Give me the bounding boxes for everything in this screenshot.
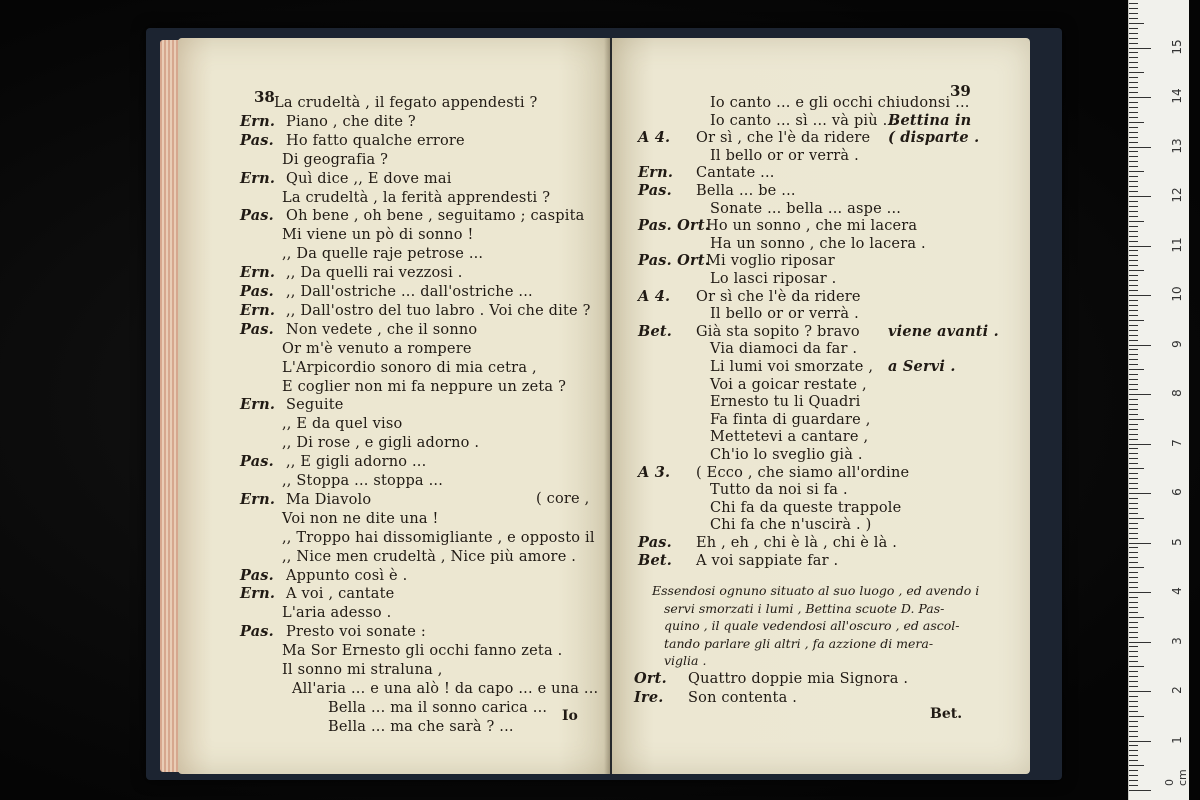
ruler-tick — [1129, 97, 1151, 98]
verse-text: Voi a goicar restate , — [710, 376, 867, 393]
ruler-tick — [1129, 305, 1138, 306]
ruler-tick — [1129, 335, 1138, 336]
ruler-tick — [1129, 651, 1138, 652]
ruler-tick — [1129, 23, 1144, 24]
ruler-tick — [1129, 354, 1138, 355]
ruler-tick — [1129, 637, 1138, 638]
ruler-tick — [1129, 295, 1151, 296]
speaker-label: Bet. — [638, 322, 673, 340]
verse-text: ,, Da quelle raje petrose ... — [282, 246, 484, 263]
speaker-label: Ern. — [240, 396, 276, 414]
ruler-tick — [1129, 340, 1138, 341]
ruler-tick — [1129, 617, 1144, 618]
ruler-tick — [1129, 246, 1151, 247]
ruler-tick — [1129, 122, 1144, 123]
speaker-label: A 4. — [638, 287, 671, 305]
verse-text: Quattro doppie mia Signora . — [688, 671, 909, 687]
verse-text: Ma Sor Ernesto gli occhi fanno zeta . — [282, 643, 563, 660]
ruler-tick — [1129, 755, 1138, 756]
speaker-label: Pas. — [240, 207, 274, 225]
verse-text: Ma Diavolo — [286, 491, 372, 508]
ruler-tick — [1129, 181, 1138, 182]
stage-direction-line: viglia . — [664, 653, 707, 668]
ruler-tick — [1129, 711, 1138, 712]
verse-text: Non vedete , che il sonno — [286, 321, 478, 338]
ruler-tick — [1129, 77, 1138, 78]
stage-direction-line: servi smorzati i lumi , Bettina scuote D. Pas- — [664, 600, 945, 616]
ruler-tick — [1129, 166, 1138, 167]
ruler-tick — [1129, 349, 1138, 350]
ruler-number: 3 — [1170, 636, 1184, 645]
ruler-number: 9 — [1170, 339, 1184, 348]
ruler-tick — [1129, 28, 1138, 29]
ruler-tick — [1129, 483, 1138, 484]
ruler-tick — [1129, 607, 1138, 608]
ruler-tick — [1129, 444, 1151, 445]
verse-text: Mettetevi a cantare , — [710, 429, 869, 446]
speaker-label: A 3. — [638, 463, 671, 481]
verse-text: Appunto così è . — [286, 567, 408, 584]
ruler-tick — [1129, 394, 1151, 395]
ruler-tick — [1129, 265, 1138, 266]
ruler-tick — [1129, 260, 1138, 261]
ruler-tick — [1129, 765, 1144, 766]
ruler-tick — [1129, 38, 1138, 39]
ruler-tick — [1129, 18, 1138, 19]
verse-text: Ernesto tu li Quadri — [710, 394, 861, 411]
ruler-number: 14 — [1170, 88, 1184, 104]
speaker-label: Ern. — [638, 164, 674, 182]
verse-text: Sonate ... bella ... aspe ... — [710, 200, 902, 217]
ruler-tick — [1129, 186, 1138, 187]
speaker-label: A 4. — [638, 129, 671, 147]
ruler-tick — [1129, 142, 1138, 143]
ruler-tick — [1129, 523, 1138, 524]
speaker-label: Ern. — [240, 585, 276, 603]
ruler-number: 5 — [1170, 537, 1184, 546]
ruler-tick — [1129, 241, 1138, 242]
ruler-tick — [1129, 72, 1144, 73]
ruler-tick — [1129, 681, 1138, 682]
verse-text: Mi viene un pò di sonno ! — [282, 227, 474, 244]
ruler-tick — [1129, 221, 1144, 222]
ruler-tick — [1129, 399, 1138, 400]
verse-text: La crudeltà , il fegato appendesti ? — [274, 95, 538, 111]
ruler-tick — [1129, 562, 1138, 563]
ruler-tick — [1129, 533, 1138, 534]
ruler-tick — [1129, 478, 1138, 479]
speaker-label: Pas. — [240, 453, 274, 471]
ruler-tick — [1129, 567, 1144, 568]
speaker-label: Pas. — [240, 320, 274, 338]
ruler-tick — [1129, 666, 1144, 667]
ruler-tick — [1129, 290, 1138, 291]
verse-text: Lo lasci riposar . — [710, 271, 837, 287]
ruler-tick — [1129, 750, 1138, 751]
ruler-tick — [1129, 587, 1138, 588]
ruler-tick — [1129, 547, 1138, 548]
speaker-label: Pas. — [240, 623, 274, 641]
verse-text: Or m'è venuto a rompere — [282, 340, 472, 357]
verse-text: ,, Nice men crudeltà , Nice più amore . — [282, 548, 577, 565]
ruler-tick — [1129, 528, 1138, 529]
ruler-tick — [1129, 582, 1138, 583]
verse-text: ,, Di rose , e gigli adorno . — [282, 435, 480, 452]
ruler-tick — [1129, 102, 1138, 103]
verse-text: ,, Stoppa ... stoppa ... — [282, 473, 444, 489]
ruler-tick — [1129, 151, 1138, 152]
verse-text: Li lumi voi smorzate , — [710, 359, 874, 375]
speaker-label: Ern. — [240, 112, 276, 130]
ruler-tick — [1129, 147, 1151, 148]
stage-direction-line: Essendosi ognuno situato al suo luogo , ed avendo i — [652, 583, 980, 598]
ruler-tick — [1129, 513, 1138, 514]
speaker-label: Pas. Ort. — [638, 252, 710, 270]
verse-text: ,, E da quel viso — [282, 416, 403, 433]
ruler-tick — [1129, 161, 1138, 162]
ruler-tick — [1129, 468, 1144, 469]
verse-text: Chi fa che n'uscirà . ) — [710, 517, 872, 534]
speaker-label: Pas. Ort. — [638, 217, 710, 235]
ruler-tick — [1129, 557, 1138, 558]
ruler-tick — [1129, 671, 1138, 672]
ruler-tick — [1129, 538, 1138, 539]
ruler-tick — [1129, 171, 1144, 172]
verse-text: Or sì che l'è da ridere — [696, 288, 861, 305]
stage-aside: Bettina in — [888, 111, 972, 129]
ruler-tick — [1129, 404, 1138, 405]
ruler-tick — [1129, 473, 1138, 474]
verse-text: E coglier non mi fa neppure un zeta ? — [282, 378, 567, 395]
ruler-tick — [1129, 211, 1138, 212]
ruler-tick — [1129, 646, 1138, 647]
catchword: Bet. — [930, 706, 963, 722]
verse-text: Chi fa da queste trappole — [710, 499, 902, 516]
ruler-unit: 0 cm — [1163, 769, 1189, 786]
speaker-label: Pas. — [240, 131, 274, 149]
verse-text: Seguite — [286, 397, 344, 414]
verse-text: Bella ... ma il sonno carica ... — [328, 699, 548, 716]
verse-text: Io canto ... sì ... và più ... — [710, 112, 898, 129]
ruler-tick — [1129, 543, 1151, 544]
verse-text: ,, Dall'ostro del tuo labro . Voi che dite ? — [286, 302, 591, 319]
verse-text: Di geografia ? — [282, 151, 389, 168]
ruler-tick — [1129, 107, 1138, 108]
ruler-number: 4 — [1170, 587, 1184, 595]
ruler-tick — [1129, 389, 1138, 390]
ruler-tick — [1129, 414, 1138, 415]
speaker-label: Pas. — [638, 182, 672, 199]
ruler-tick — [1129, 52, 1138, 53]
ruler-tick — [1129, 731, 1138, 732]
ruler-tick — [1129, 508, 1138, 509]
ruler-tick — [1129, 498, 1138, 499]
left-page — [178, 38, 610, 774]
ruler-tick — [1129, 369, 1144, 370]
verse-text: Ho un sonno , che mi lacera — [706, 218, 918, 235]
page-number: 39 — [950, 82, 971, 100]
ruler-tick — [1129, 716, 1144, 717]
verse-text: Via diamoci da far . — [710, 341, 858, 358]
stage-aside: ( disparte . — [888, 129, 980, 147]
speaker-label: Ern. — [240, 301, 276, 319]
stage-direction-line: tando parlare gli altri , fa azzione di mera- — [664, 635, 934, 651]
speaker-label: Ire. — [634, 689, 664, 706]
verse-text: Il sonno mi straluna , — [282, 662, 443, 678]
ruler-tick — [1129, 132, 1138, 133]
verse-text: L'aria adesso . — [282, 605, 392, 622]
verse-text: Eh , eh , chi è là , chi è là . — [696, 535, 898, 551]
ruler-tick — [1129, 439, 1138, 440]
verse-text: Ho fatto qualche errore — [286, 132, 465, 149]
ruler-tick — [1129, 216, 1138, 217]
ruler-tick — [1129, 503, 1138, 504]
ruler-tick — [1129, 429, 1138, 430]
speaker-label: Ern. — [240, 169, 276, 187]
verse-text: Presto voi sonate : — [286, 624, 426, 641]
ruler-tick — [1129, 419, 1144, 420]
ruler-tick — [1129, 661, 1138, 662]
ruler-tick — [1129, 409, 1138, 410]
ruler-tick — [1129, 691, 1151, 692]
ruler-tick — [1129, 379, 1138, 380]
ruler-number: 1 — [1170, 735, 1184, 744]
ruler-tick — [1129, 627, 1138, 628]
ruler-tick — [1129, 345, 1151, 346]
ruler-tick — [1129, 325, 1138, 326]
ruler-tick — [1129, 310, 1138, 311]
ruler-tick — [1129, 493, 1151, 494]
ruler-tick — [1129, 453, 1138, 454]
ruler-tick — [1129, 62, 1138, 63]
ruler-tick — [1129, 612, 1138, 613]
verse-text: Io canto ... e gli occhi chiudonsi ... — [710, 95, 970, 111]
ruler-tick — [1129, 632, 1138, 633]
ruler-tick — [1129, 359, 1138, 360]
ruler-number: 11 — [1170, 236, 1184, 253]
ruler-tick — [1129, 448, 1138, 449]
verse-text: ,, Troppo hai dissomigliante , e opposto il — [282, 529, 595, 546]
verse-text: Voi non ne dite una ! — [282, 510, 439, 527]
verse-text: Il bello or or verrà . — [710, 306, 859, 323]
ruler-number: 8 — [1170, 389, 1184, 397]
ruler-tick — [1129, 57, 1138, 58]
ruler-tick — [1129, 137, 1138, 138]
ruler-tick — [1129, 226, 1138, 227]
ruler-tick — [1129, 721, 1138, 722]
ruler-tick — [1129, 92, 1138, 93]
verse-text: Già sta sopito ? bravo — [696, 323, 860, 340]
ruler-tick — [1129, 33, 1138, 34]
ruler-tick — [1129, 82, 1138, 83]
ruler-tick — [1129, 156, 1138, 157]
ruler-tick — [1129, 176, 1138, 177]
verse-text: ( Ecco , che siamo all'ordine — [696, 464, 910, 481]
verse-text: Cantate ... — [696, 165, 775, 182]
ruler-tick — [1129, 726, 1138, 727]
ruler-tick — [1129, 285, 1138, 286]
right-page — [612, 38, 1030, 774]
ruler-tick — [1129, 112, 1138, 113]
verse-text: Or sì , che l'è da ridere — [696, 130, 871, 147]
verse-text: Fa finta di guardare , — [710, 411, 871, 428]
ruler-tick — [1129, 67, 1138, 68]
ruler-tick — [1129, 518, 1144, 519]
ruler-tick — [1129, 552, 1138, 553]
ruler-tick — [1129, 191, 1138, 192]
ruler-tick — [1129, 330, 1138, 331]
ruler-tick — [1129, 201, 1138, 202]
verse-text: Bella ... ma che sarà ? ... — [328, 718, 514, 735]
verse-text: All'aria ... e una alò ! da capo ... e una ... — [292, 680, 599, 697]
ruler-number: 13 — [1170, 137, 1184, 154]
ruler-tick — [1129, 275, 1138, 276]
ruler-tick — [1129, 790, 1151, 791]
verse-text: Oh bene , oh bene , seguitamo ; caspita — [286, 208, 585, 225]
stage-aside: viene avanti . — [888, 322, 999, 340]
verse-text: Ha un sonno , che lo lacera . — [710, 235, 926, 252]
speaker-label: Pas. — [240, 283, 274, 300]
ruler-tick — [1129, 622, 1138, 623]
verse-text: ,, Da quelli rai vezzosi . — [286, 265, 463, 282]
ruler-tick — [1129, 87, 1138, 88]
ruler-tick — [1129, 127, 1138, 128]
verse-text: Piano , che dite ? — [286, 113, 416, 130]
verse-text: Ch'io lo sveglio già . — [710, 447, 863, 463]
speaker-label: Ern. — [240, 490, 276, 508]
ruler-tick — [1129, 745, 1138, 746]
verse-text: La crudeltà , la ferità apprendesti ? — [282, 189, 551, 206]
catchword: Io — [562, 708, 578, 724]
verse-text: A voi sappiate far . — [696, 552, 839, 569]
verse-text: ,, Dall'ostriche ... dall'ostriche ... — [286, 284, 533, 300]
verse-text: Quì dice ,, E dove mai — [286, 170, 452, 187]
ruler-tick — [1129, 701, 1138, 702]
ruler-tick — [1129, 236, 1138, 237]
speaker-label: Pas. — [638, 534, 672, 551]
ruler-tick — [1129, 434, 1138, 435]
ruler-tick — [1129, 315, 1138, 316]
ruler-tick — [1129, 592, 1151, 593]
page-number: 38 — [254, 88, 275, 106]
ruler-tick — [1129, 686, 1138, 687]
measuring-ruler — [1128, 0, 1189, 800]
verse-text: Bella ... be ... — [696, 183, 796, 199]
verse-text: A voi , cantate — [286, 586, 395, 603]
ruler-tick — [1129, 696, 1138, 697]
ruler-tick — [1129, 785, 1138, 786]
ruler-tick — [1129, 676, 1138, 677]
ruler-tick — [1129, 206, 1138, 207]
verse-text: Son contenta . — [688, 690, 798, 706]
stage-direction-line: quino , il quale vedendosi all'oscuro , ed ascol- — [664, 618, 960, 633]
ruler-tick — [1129, 775, 1138, 776]
ruler-tick — [1129, 270, 1144, 271]
ruler-tick — [1129, 488, 1138, 489]
ruler-tick — [1129, 374, 1138, 375]
ruler-tick — [1129, 741, 1151, 742]
speaker-label: Ort. — [634, 670, 667, 687]
verse-text: Il bello or or verrà . — [710, 147, 859, 164]
ruler-tick — [1129, 196, 1151, 197]
ruler-tick — [1129, 13, 1138, 14]
ruler-tick — [1129, 280, 1138, 281]
speaker-label: Ern. — [240, 264, 276, 282]
ruler-tick — [1129, 8, 1138, 9]
verse-text: Mi voglio riposar — [706, 253, 835, 270]
ruler-tick — [1129, 48, 1151, 49]
ruler-tick — [1129, 117, 1138, 118]
ruler-tick — [1129, 250, 1138, 251]
margin-note: ( core , — [536, 491, 590, 507]
ruler-tick — [1129, 770, 1138, 771]
verse-text: ,, E gigli adorno ... — [286, 454, 427, 471]
ruler-tick — [1129, 577, 1138, 578]
ruler-number: 7 — [1170, 438, 1184, 447]
ruler-tick — [1129, 424, 1138, 425]
ruler-tick — [1129, 572, 1138, 573]
ruler-tick — [1129, 706, 1138, 707]
ruler-number: 15 — [1170, 38, 1184, 55]
ruler-tick — [1129, 463, 1138, 464]
ruler-number: 12 — [1170, 187, 1184, 203]
ruler-tick — [1129, 780, 1138, 781]
ruler-tick — [1129, 231, 1138, 232]
ruler-tick — [1129, 300, 1138, 301]
ruler-tick — [1129, 364, 1138, 365]
ruler-tick — [1129, 255, 1138, 256]
ruler-tick — [1129, 602, 1138, 603]
speaker-label: Bet. — [638, 551, 673, 569]
ruler-tick — [1129, 642, 1151, 643]
ruler-number: 2 — [1170, 686, 1184, 694]
ruler-tick — [1129, 384, 1138, 385]
verse-text: Tutto da noi si fa . — [710, 482, 848, 499]
ruler-tick — [1129, 656, 1138, 657]
ruler-tick — [1129, 43, 1138, 44]
ruler-tick — [1129, 760, 1138, 761]
ruler-number: 6 — [1170, 488, 1184, 496]
stage-aside: a Servi . — [888, 358, 956, 375]
speaker-label: Pas. — [240, 566, 274, 584]
ruler-tick — [1129, 736, 1138, 737]
ruler-tick — [1129, 597, 1138, 598]
ruler-number: 10 — [1170, 286, 1184, 302]
ruler-tick — [1129, 320, 1144, 321]
ruler-tick — [1129, 3, 1138, 4]
verse-text: L'Arpicordio sonoro di mia cetra , — [282, 359, 537, 376]
ruler-tick — [1129, 458, 1138, 459]
